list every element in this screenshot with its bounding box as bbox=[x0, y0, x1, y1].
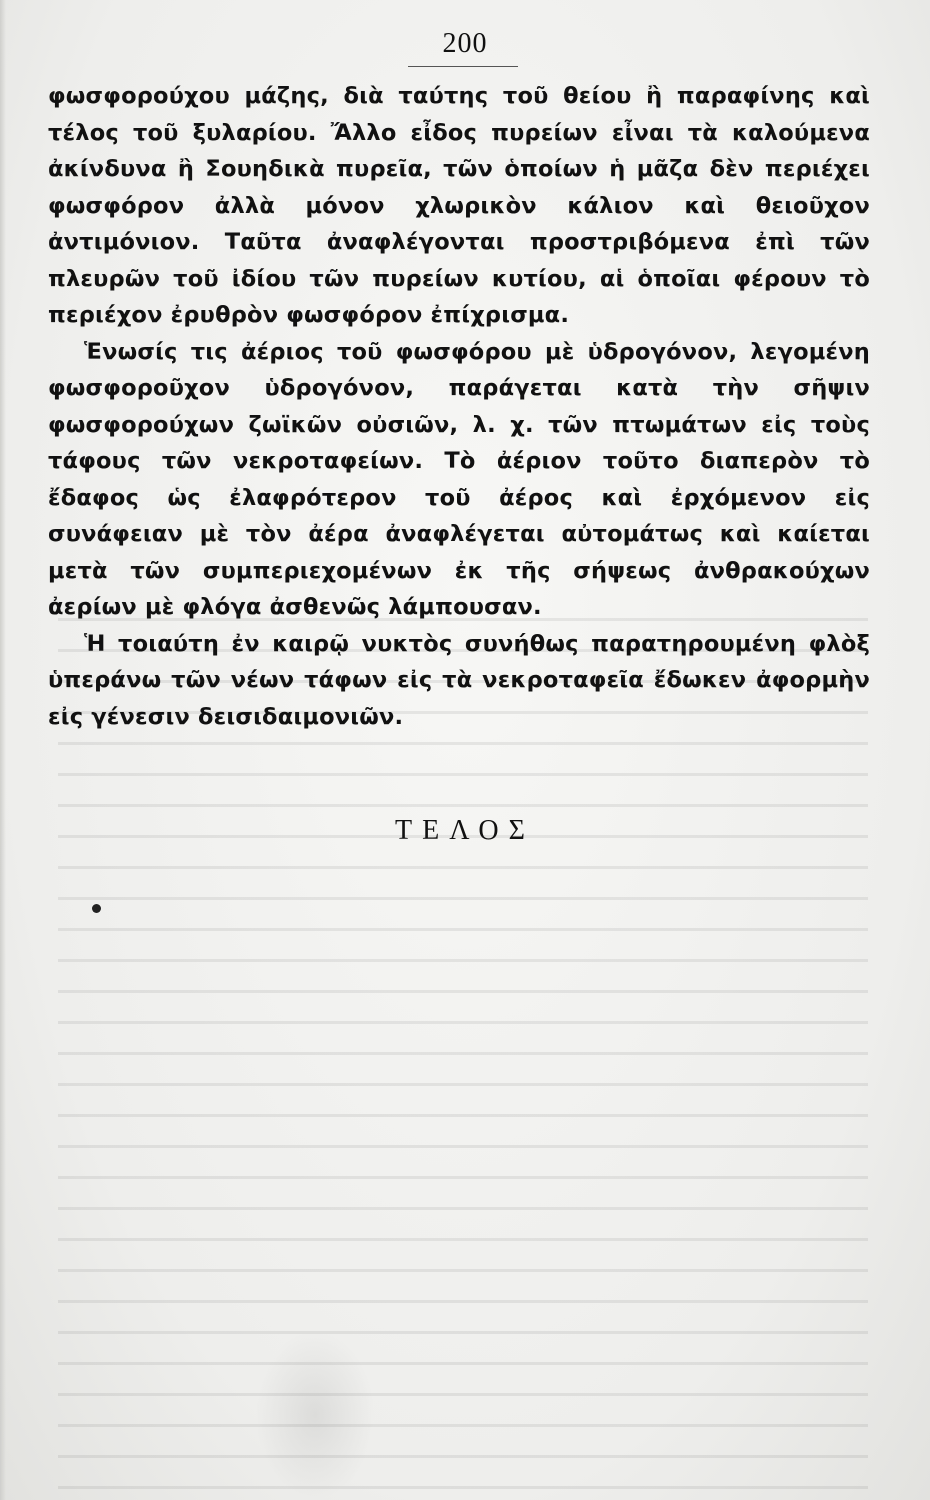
bleed-through-text bbox=[58, 600, 868, 1500]
page-number-rule bbox=[408, 66, 518, 67]
page-number: 200 bbox=[442, 28, 488, 59]
end-title: ΤΕΛΟΣ bbox=[395, 815, 535, 846]
paragraph-1: φωσφορούχου μάζης, διὰ ταύτης τοῦ θείου ἢ παραφίνης καὶ τέλος τοῦ ξυλαρίου. Ἄλλο εἶδος πυρείων εἶναι τὰ καλούμενα ἀκίνδυνα ἢ Σουηδικὰ πυρεῖα, τῶν ὁποίων ἡ μᾶζα δὲν περιέχει φωσφόρον ἀλλὰ μόνον χλωρικὸν κάλιον καὶ θειοῦχον ἀντιμόνιον. Ταῦτα ἀναφλέγονται προστριβόμενα ἐπὶ τῶν πλευρῶν τοῦ ἰδίου τῶν πυρείων κυτίου, αἱ ὁποῖαι φέρουν τὸ περιέχον ἐρυθρὸν φωσφόρον ἐπίχρισμα. bbox=[48, 83, 870, 328]
page-stain bbox=[255, 1330, 375, 1500]
paragraph-3: Ἡ τοιαύτη ἐν καιρῷ νυκτὸς συνήθως παρατηρουμένη φλὸξ ὑπεράνω τῶν νέων τάφων εἰς τὰ νεκροταφεῖα ἔδωκεν ἀφορμὴν εἰς γένεσιν δεισιδαιμονιῶν. bbox=[48, 630, 870, 730]
page-edge-shadow bbox=[0, 0, 6, 1500]
body-text bbox=[48, 78, 870, 735]
ink-dot bbox=[92, 904, 101, 913]
paragraph-2: Ἑνωσίς τις ἀέριος τοῦ φωσφόρου μὲ ὑδρογόνον, λεγομένη φωσφοροῦχον ὑδρογόνον, παράγεται κατὰ τὴν σῆψιν φωσφορούχων ζωϊκῶν οὐσιῶν, λ. χ. τῶν πτωμάτων εἰς τοὺς τάφους τῶν νεκροταφείων. Τὸ ἀέριον τοῦτο διαπερὸν τὸ ἔδαφος ὡς ἐλαφρότερον τοῦ ἀέρος καὶ ἐρχόμενον εἰς συνάφειαν μὲ τὸν ἀέρα ἀναφλέγεται αὐτομάτως καὶ καίεται μετὰ τῶν συμπεριεχομένων ἐκ τῆς σήψεως ἀνθρακούχων ἀερίων μὲ φλόγα ἀσθενῶς λάμπουσαν. bbox=[48, 338, 870, 620]
